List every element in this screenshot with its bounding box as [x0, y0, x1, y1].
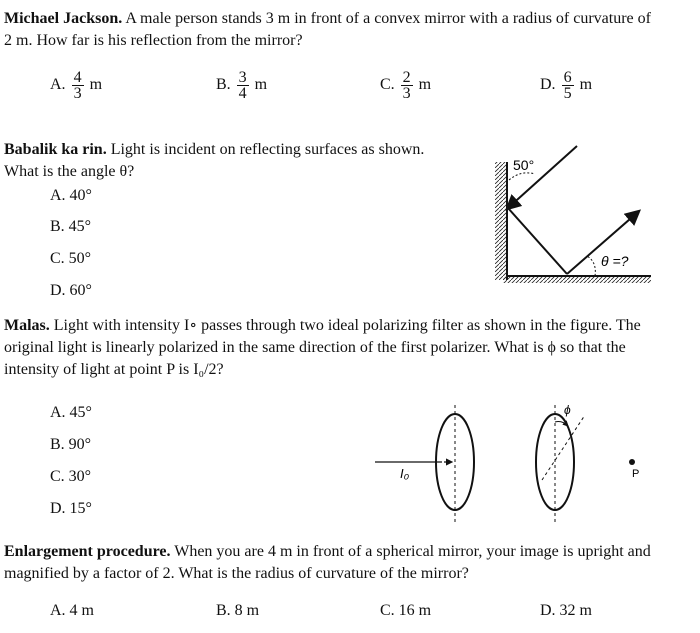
angle-label-50: 50° [513, 157, 535, 173]
unit: m [418, 76, 432, 94]
question-3-title: Malas. [4, 317, 50, 334]
q1-option-d[interactable] [540, 70, 592, 101]
q1-option-a[interactable] [50, 70, 102, 101]
q3-option-a[interactable]: A. 45° [50, 404, 92, 421]
q3-option-d[interactable]: D. 15° [50, 500, 92, 517]
unit: m [89, 76, 103, 94]
point-p [629, 459, 635, 465]
question-4-title: Enlargement procedure. [4, 543, 171, 560]
q4-option-d[interactable]: D. 32 m [540, 602, 592, 619]
unit: m [254, 76, 268, 94]
q2-option-a[interactable]: A. 40° [50, 187, 92, 204]
q4-option-c[interactable]: C. 16 m [380, 602, 432, 619]
polarizer-2-tilted-axis [542, 415, 585, 480]
phi-label: ϕ [564, 403, 571, 417]
theta-label: θ =? [601, 253, 629, 269]
q4-option-b[interactable]: B. 8 m [216, 602, 260, 619]
q1-option-b[interactable] [216, 70, 267, 101]
fraction: $\frac{4}{3}$ [73, 69, 82, 102]
question-1 [4, 8, 654, 52]
q3-option-c[interactable]: C. 30° [50, 468, 92, 485]
q2-option-b[interactable]: B. 45° [50, 218, 92, 235]
angle-arc-50 [509, 173, 535, 180]
question-2-text: Light is incident on reflecting surfaces as shown. [110, 141, 425, 158]
q3-option-b[interactable]: B. 90° [50, 436, 92, 453]
option-label: C. [380, 76, 395, 94]
incident-ray [508, 146, 577, 208]
question-2-line-1 [4, 140, 424, 160]
q4-option-a[interactable]: A. 4 m [50, 602, 94, 619]
question-4 [4, 541, 654, 585]
question-2-title: Babalik ka rin. [4, 141, 107, 158]
unit: m [579, 76, 593, 94]
question-4-text: When you are 4 m in front of a spherical mirror, your image is upright and magnified by a factor of 2. What is the radius of curvature of the mirror? [4, 543, 651, 582]
q1-option-c[interactable] [380, 70, 431, 101]
polarizer-figure [370, 400, 650, 530]
horizontal-mirror-hatch [503, 276, 651, 283]
point-p-label: P [632, 468, 640, 480]
question-3-text: Light with intensity I∘ passes through two ideal polarizing filter as shown in the figure. The original light is linearly polarized in the same direction of the first polarizer. What is ϕ so that the intensity of light at point P is I₀/2? [4, 317, 641, 378]
vertical-mirror-hatch [495, 162, 507, 280]
option-label: A. [50, 76, 66, 94]
intensity-label: I₀ [400, 466, 410, 481]
question-1-title: Michael Jackson. [4, 10, 123, 27]
option-label: B. [216, 76, 231, 94]
q2-option-d[interactable]: D. 60° [50, 282, 92, 299]
question-3 [4, 315, 654, 381]
option-label: D. [540, 76, 556, 94]
fraction: $\frac{2}{3}$ [402, 69, 411, 102]
q2-option-c[interactable]: C. 50° [50, 250, 92, 267]
reflection-figure [495, 140, 655, 285]
fraction: $\frac{3}{4}$ [238, 69, 247, 102]
reflected-ray-1 [508, 208, 567, 274]
question-2-line-2: What is the angle θ? [4, 163, 135, 180]
question-1-text: A male person stands 3 m in front of a convex mirror with a radius of curvature of 2 m. How far is his reflection from the mirror? [4, 10, 651, 49]
theta-arc [587, 256, 595, 276]
fraction: $\frac{6}{5}$ [563, 69, 572, 102]
